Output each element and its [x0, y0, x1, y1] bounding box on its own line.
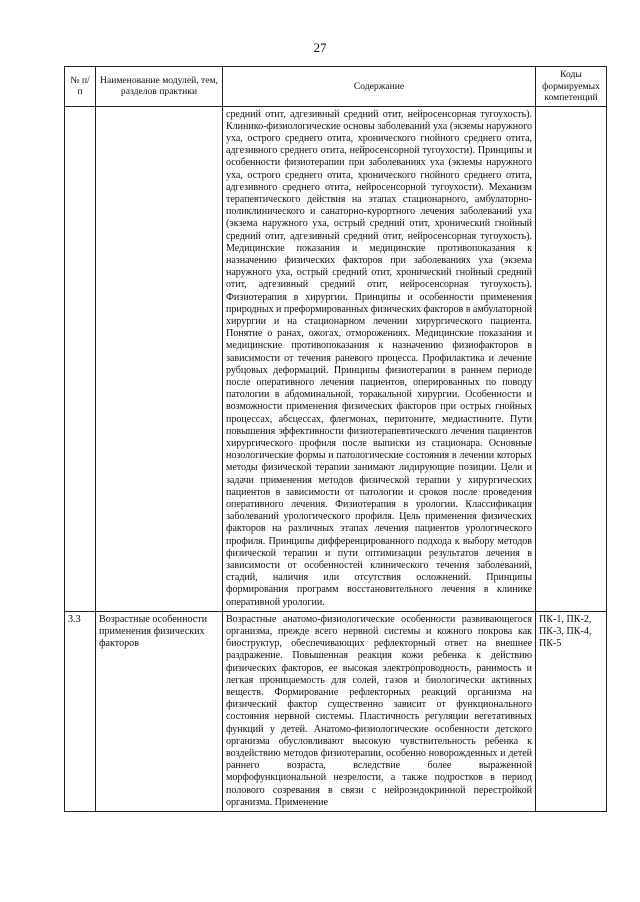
row-name: Возрастные особенности применения физических факторов — [96, 611, 223, 811]
header-content: Содержание — [223, 67, 536, 107]
header-codes: Коды формируемых компетенций — [536, 67, 607, 107]
page-number: 27 — [313, 40, 327, 55]
header-name: Наименование модулей, тем, разделов практики — [96, 67, 223, 107]
row-codes: ПК-1, ПК-2, ПК-3, ПК-4, ПК-5 — [536, 611, 607, 811]
row-num — [65, 106, 96, 611]
row-content: Возрастные анатомо-физиологические особенности развивающегося организма, прежде всего нервной системы и кожного покрова как биоструктур, обеспечивающих рефлекторный ответ на внешнее раздражение. Повышенная реакция кожи ребенка к действию физических факторов, ее высокая электропроводность, ранимость и легкая проницаемость для солей, газов и биологически активных веществ. Формирование рефлекторных реакций организма на физический фактор существенно зависит от функционального состояния нервной системы. Пластичность регуляции вегетативных функций у детей. Анатомо-физиологические особенности детского организма обусловливают высокую чувствительность ребенка к воздействию методов физиотерапии, особенно новорожденных и детей раннего возраста, вследствие более выраженной морфофункциональной незрелости, а также подростков в период полового созревания в связи с нейроэндокринной перестройкой организма. Применение — [223, 611, 536, 811]
row-codes — [536, 106, 607, 611]
table-row — [65, 611, 607, 811]
table-row — [65, 106, 607, 611]
table-header-row — [65, 67, 607, 107]
curriculum-table — [64, 66, 607, 812]
row-num: 3.3 — [65, 611, 96, 811]
header-num: № п/п — [65, 67, 96, 107]
row-content: средний отит, адгезивный средний отит, нейросенсорная тугоухость). Клинико-физиологические основы заболеваний уха (экземы наружного уха, острого среднего отита, хронического гнойного среднего отита, адгезивного среднего отита, нейросенсорной тугоухости). Принципы и особенности физиотерапии при заболеваниях уха (экземы наружного уха, острого среднего отита, хронического гнойного среднего отита, адгезивного среднего отита, нейросенсорной тугоухости). Механизм терапевтического действия на этапах стационарного, амбулаторно-поликлинического и санаторно-курортного лечения заболеваний уха (экзема наружного уха, острый средний отит, хронический гнойный средний отит, адгезивный средний отит, нейросенсорная тугоухость). Медицинские показания и медицинские противопоказания к назначению физических факторов при заболеваниях уха (экзема наружного уха, острый средний отит, хронический гнойный средний отит, адгезивный средний отит, нейросенсорная тугоухость). Физиотерапия в хирургии. Принципы и особенности применения природных и преформированных физических факторов в амбулаторной хирургии и на стационарном лечении хирургического пациента. Понятие о ранах, ожогах, отморожениях. Медицинские показания и медицинские противопоказания к назначению физиофакторов в зависимости от течения раневого процесса. Профилактика и лечение рубцовых деформаций. Принципы физиотерапии в раннем периоде после оперативного лечения пациентов, оперированных по поводу патологии в абдоминальной, торакальной хирургии. Особенности и возможности применения физических факторов при острых гнойных процессах, абсцессах, флегмонах, перитоните, медиастините. Пути повышения эффективности физиотерапевтического лечения пациентов хирургического профиля после выписки из стационара. Основные нозологические формы и патологические состояния в лечении которых методы физической терапии занимают лидирующие позиции. Цели и задачи применения методов физической терапии у хирургических пациентов в зависимости от патологии и сроков после проведения оперативного лечения. Физиотерапия в урологии. Классификация заболеваний урологического профиля. Цель применения физических факторов на различных этапах лечения пациентов урологического профиля. Принципы дифференцированного подхода к выбору методов физической терапии и пути оптимизации результатов лечения в зависимости от особенностей клинического течения заболеваний, стадий, наличия или отсутствия осложнений. Принципы формирования программ восстановительного лечения в клинике оперативной урологии. — [223, 106, 536, 611]
row-name — [96, 106, 223, 611]
